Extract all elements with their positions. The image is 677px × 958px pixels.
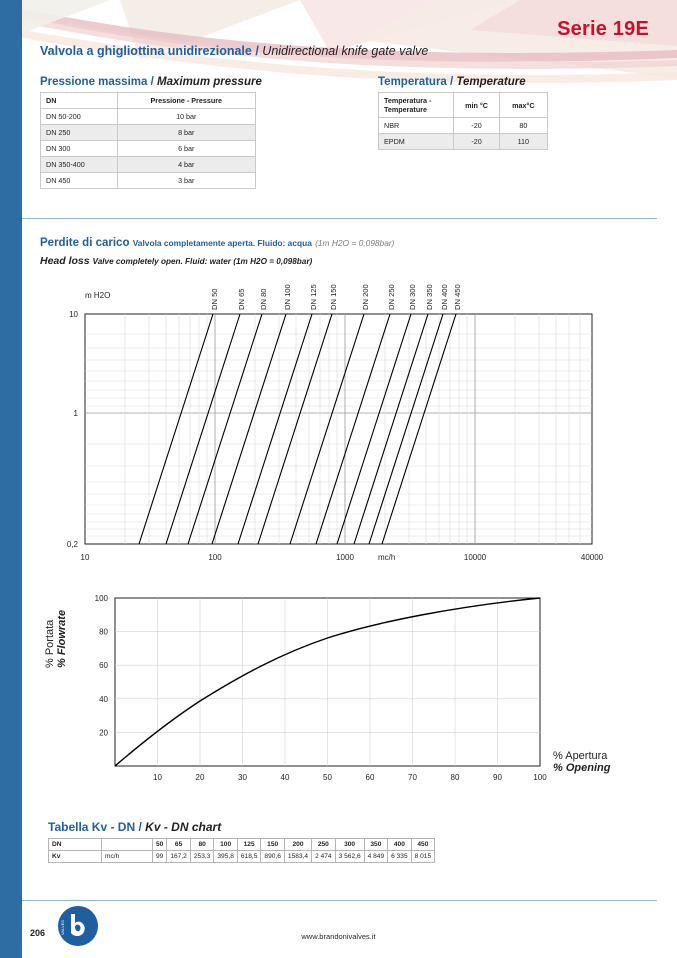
table-row — [379, 134, 548, 150]
x-tick-10: 10 — [153, 773, 162, 782]
pressure-title-it: Pressione massima — [40, 76, 148, 88]
kv-value: 2 474 — [312, 851, 336, 863]
kv-table — [48, 838, 435, 863]
pressure-section-title — [40, 76, 262, 88]
kv-row-label-dn: DN — [49, 839, 102, 851]
kv-value: 4 849 — [364, 851, 388, 863]
dn-label: DN 125 — [309, 284, 318, 310]
kv-dn-header: 80 — [190, 839, 214, 851]
y-tick-1: 1 — [73, 409, 78, 418]
footer-divider — [22, 900, 657, 901]
pressure-title-en: Maximum pressure — [157, 76, 262, 88]
y-tick-02: 0,2 — [66, 540, 78, 549]
kv-value: 253,3 — [190, 851, 214, 863]
kv-dn-header: 150 — [261, 839, 285, 851]
table-row — [41, 109, 256, 125]
headloss-subtitle-it: Valvola completamente aperta. Fluido: acqua — [132, 238, 312, 248]
x-tick-30: 30 — [238, 773, 247, 782]
flowrate-x-axis-label-en: % Opening — [553, 762, 611, 774]
headloss-title-en-text: Head loss — [40, 255, 90, 267]
dn-label: DN 100 — [283, 284, 292, 310]
y-tick-10: 10 — [69, 310, 78, 319]
temp-header-min: min °C — [454, 93, 499, 118]
x-tick-100: 100 — [208, 553, 222, 562]
kv-row-label-kv: Kv — [49, 851, 102, 863]
x-axis-label: mc/h — [378, 553, 396, 562]
cell-min: -20 — [454, 118, 499, 134]
x-tick-10: 10 — [80, 553, 90, 562]
kv-dn-header: 100 — [214, 839, 238, 851]
headloss-title-en — [40, 255, 312, 267]
dn-label: DN 300 — [408, 284, 417, 310]
cell-material: EPDM — [379, 134, 454, 150]
y-tick-40: 40 — [99, 694, 108, 704]
kv-dn-header: 250 — [312, 839, 336, 851]
cell-min: -20 — [454, 134, 499, 150]
temperature-section-title — [378, 76, 526, 88]
table-row — [41, 157, 256, 173]
website-url: www.brandonivalves.it — [301, 932, 376, 941]
kv-value: 99 — [153, 851, 167, 863]
x-tick-90: 90 — [493, 773, 502, 782]
dn-label: DN 200 — [361, 284, 370, 310]
kv-dn-header: 400 — [388, 839, 412, 851]
pressure-table — [40, 92, 256, 189]
page-number: 206 — [30, 928, 46, 938]
kv-value: 6 335 — [388, 851, 412, 863]
page-title — [40, 44, 428, 58]
dn-label: DN 250 — [387, 284, 396, 310]
kv-dn-header: 450 — [411, 839, 435, 851]
y-tick-20: 20 — [99, 728, 108, 738]
kv-value: 3 562,6 — [335, 851, 364, 863]
cell-dn: DN 250 — [41, 125, 118, 141]
x-tick-40000: 40000 — [580, 553, 604, 562]
flowrate-y-axis-label — [44, 558, 68, 668]
flowrate-x-axis-label — [553, 750, 610, 774]
kv-value: 618,5 — [237, 851, 261, 863]
dn-label: DN 400 — [440, 284, 449, 310]
table-row — [379, 118, 548, 134]
kv-dn-header: 200 — [284, 839, 311, 851]
x-tick-20: 20 — [195, 773, 205, 782]
kv-title-separator: / — [138, 820, 142, 834]
y-axis-label: m H2O — [85, 291, 111, 300]
dn-label: DN 65 — [237, 288, 246, 310]
series-title: Serie 19E — [557, 18, 649, 40]
kv-unit: mc/h — [102, 851, 153, 863]
kv-value: 8 015 — [411, 851, 435, 863]
kv-title-it: Tabella Kv - DN — [48, 820, 136, 834]
kv-value: 395,8 — [214, 851, 238, 863]
kv-dn-header: 125 — [237, 839, 261, 851]
flowrate-x-axis-label-it: % Apertura — [553, 750, 608, 762]
cell-dn: DN 50-200 — [41, 109, 118, 125]
y-tick-80: 80 — [99, 627, 108, 637]
kv-dn-header: 50 — [153, 839, 167, 851]
y-tick-60: 60 — [99, 661, 108, 671]
x-tick-10000: 10000 — [463, 553, 487, 562]
temp-header-max: max°C — [499, 93, 547, 118]
table-row — [41, 125, 256, 141]
cell-dn: DN 450 — [41, 173, 118, 189]
cell-pressure: 10 bar — [117, 109, 255, 125]
cell-pressure: 4 bar — [117, 157, 255, 173]
x-tick-100: 100 — [533, 773, 547, 782]
temp-header-material: Temperatura - Temperature — [379, 93, 454, 118]
dn-label: DN 150 — [329, 284, 338, 310]
kv-value: 890,6 — [261, 851, 285, 863]
kv-table-title — [48, 820, 221, 834]
pressure-header-pressure: Pressione - Pressure — [117, 93, 255, 109]
dn-label: DN 50 — [210, 288, 219, 310]
x-tick-80: 80 — [450, 773, 460, 782]
svg-text:VALVES: VALVES — [60, 920, 65, 935]
dn-label: DN 80 — [259, 288, 268, 310]
x-tick-40: 40 — [280, 773, 290, 782]
x-tick-1000: 1000 — [336, 553, 354, 562]
temperature-table — [378, 92, 548, 150]
headloss-title-it-text: Perdite di carico — [40, 237, 130, 249]
x-tick-70: 70 — [408, 773, 417, 782]
kv-dn-header: 350 — [364, 839, 388, 851]
page-title-separator: / — [255, 44, 259, 58]
headloss-subtitle-note: (1m H2O = 0,098bar) — [315, 238, 395, 248]
kv-value: 167,2 — [167, 851, 191, 863]
table-header-row — [379, 93, 548, 118]
left-blue-bar — [0, 0, 22, 958]
table-row — [49, 851, 435, 863]
cell-dn: DN 350-400 — [41, 157, 118, 173]
cell-material: NBR — [379, 118, 454, 134]
cell-pressure: 6 bar — [117, 141, 255, 157]
kv-dn-header: 65 — [167, 839, 191, 851]
kv-title-en: Kv - DN chart — [145, 820, 222, 834]
headloss-title-it — [40, 237, 394, 249]
page-title-en: Unidirectional knife gate valve — [262, 44, 429, 58]
kv-empty-cell — [102, 839, 153, 851]
page-title-it: Valvola a ghigliottina unidirezionale — [40, 44, 252, 58]
table-header-row — [41, 93, 256, 109]
dn-label: DN 450 — [453, 284, 462, 310]
cell-dn: DN 300 — [41, 141, 118, 157]
temperature-title-en: Temperature — [456, 76, 526, 88]
cell-pressure: 8 bar — [117, 125, 255, 141]
headloss-subtitle-en: Valve completely open. Fluid: water (1m H2O = 0,098bar) — [92, 257, 313, 266]
headloss-chart — [40, 276, 620, 581]
pressure-title-separator: / — [150, 76, 154, 88]
x-tick-50: 50 — [323, 773, 332, 782]
dn-label: DN 350 — [425, 284, 434, 310]
temperature-title-separator: / — [450, 76, 454, 88]
table-row — [41, 173, 256, 189]
flowrate-y-axis-label-en: % Flowrate — [56, 609, 68, 668]
table-row — [41, 141, 256, 157]
pressure-header-dn: DN — [41, 93, 118, 109]
kv-dn-header: 300 — [335, 839, 364, 851]
flowrate-opening-chart — [40, 586, 560, 801]
flowrate-y-axis-label-it: % Portata — [44, 619, 56, 668]
x-tick-60: 60 — [365, 773, 375, 782]
temperature-title-it: Temperatura — [378, 76, 447, 88]
kv-value: 1583,4 — [284, 851, 311, 863]
table-header-row — [49, 839, 435, 851]
cell-max: 80 — [499, 118, 547, 134]
cell-pressure: 3 bar — [117, 173, 255, 189]
y-tick-100: 100 — [94, 594, 108, 603]
section-divider — [22, 218, 657, 219]
cell-max: 110 — [499, 134, 547, 150]
